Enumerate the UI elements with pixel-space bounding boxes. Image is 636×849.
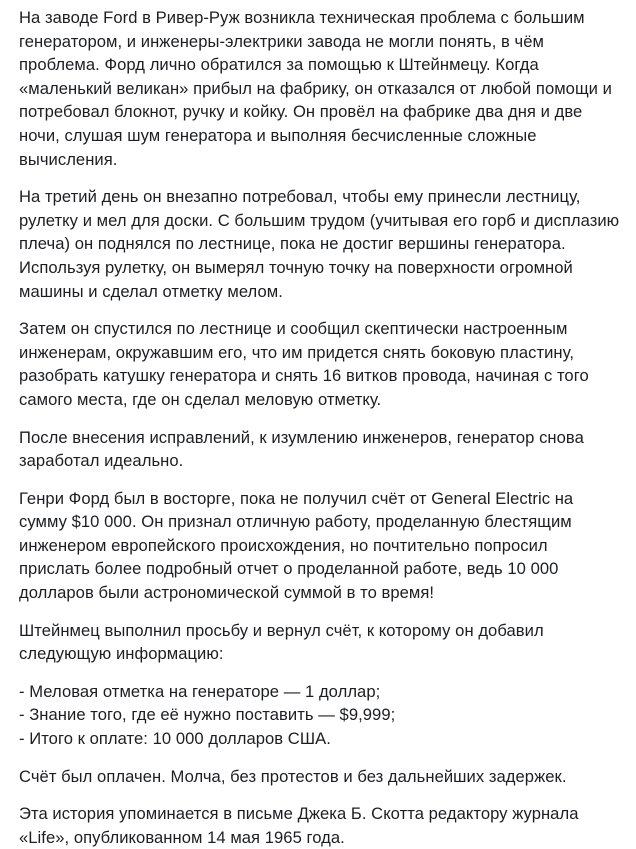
paragraph-fixed: После внесения исправлений, к изумлению инженеров, генератор снова заработал идеально.	[19, 427, 584, 471]
invoice-line-total: - Итого к оплате: 10 000 долларов США.	[19, 729, 331, 749]
paragraph-intro: На заводе Ford в Ривер-Руж возникла техническая проблема с большим генератором, и инженеры-электрики завода не могли понять, в чём проблема. Форд лично обратился за помощью к Штейнмецу. Когда «маленький великан» прибыл на фабрику, он отказался от любой помощи и потребовал блокнот, ручку и койку. Он провёл на фабрике два дня и две ночи, слушая шум генератора и выполняя бесчисленные сложные вычисления.	[19, 8, 612, 169]
paragraph-invoice: Генри Форд был в восторге, пока не получил счёт от General Electric на сумму $10 000. Он признал отличную работу, проделанную блестящим инженером европейского происхождения, но почтительно попросил прислать более подробный отчет о проделанной работе, ведь 10 000 долларов были астрономической суммой в то время!	[19, 488, 574, 603]
paragraph-instructions: Затем он спустился по лестнице и сообщил скептически настроенным инженерам, окружавшим его, что им придется снять боковую пластину, разобрать катушку генератора и снять 16 витков провода, начиная с того самого места, где он сделал меловую отметку.	[19, 319, 589, 409]
paragraph-closing: Счёт был оплачен. Молча, без протестов и без дальнейших задержек.	[19, 766, 567, 786]
invoice-line-knowledge: - Знание того, где её нужно поставить — $9,999;	[19, 705, 396, 725]
invoice-line-chalk: - Меловая отметка на генераторе — 1 доллар;	[19, 681, 381, 701]
paragraph-third-day: На третий день он внезапно потребовал, чтобы ему принесли лестницу, рулетку и мел для доски. С большим трудом (учитывая его горб и дисплазию плеча) он поднялся по лестнице, пока не достиг вершины генератора. Используя рулетку, он вымерял точную точку на поверхности огромной машины и сделал отметку мелом.	[19, 187, 620, 301]
paragraph-reply: Штейнмец выполнил просьбу и вернул счёт, к которому он добавил следующую информацию:	[19, 620, 544, 664]
paragraph-source-note: Эта история упоминается в письме Джека Б. Скотта редактору журнала «Life», опубликованном 14 мая 1965 года.	[19, 804, 579, 847]
